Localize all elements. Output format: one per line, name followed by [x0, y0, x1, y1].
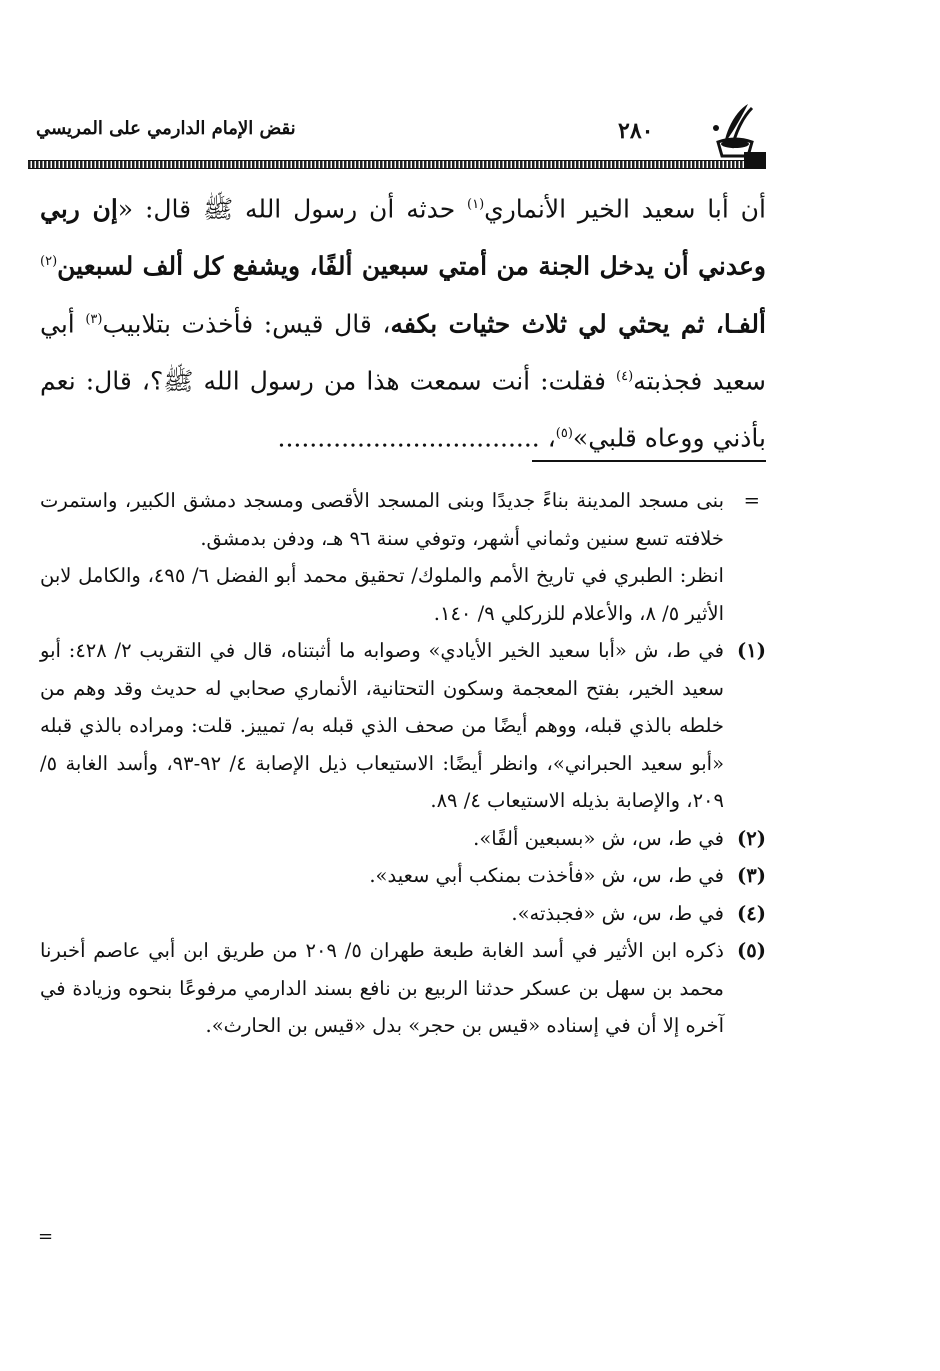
footnote-text: في ط، س، ش «فجبذته».: [511, 901, 724, 925]
footnote-item: [40, 632, 766, 820]
continuation-mark: =: [743, 489, 760, 512]
main-paragraph: [40, 178, 766, 465]
ellipsis-dots: .................................: [277, 423, 540, 453]
running-title: نقض الإمام الدارمي على المريسي: [36, 118, 296, 139]
footnote-ref: (٤): [616, 368, 634, 384]
quill-inkwell-icon: [708, 100, 762, 158]
footnote-separator: [532, 460, 766, 462]
footnote-number: (١): [737, 639, 766, 662]
footnote-text: ذكره ابن الأثير في أسد الغابة طبعة طهران ٥/ ٢٠٩ من طريق ابن أبي عاصم أخبرنا محمد بن سهل بن عسكر حدثنا الربيع بن نافع بسند الدارمي مرفوعًا بنحوه وزيادة في آخره إلا أن في إسناده «قيس بن حجر» بدل «قيس بن الحارث».: [40, 939, 724, 1037]
footnote-ref: (٢): [40, 254, 58, 270]
header-rule: [28, 160, 766, 169]
continuation-mark: =: [38, 1226, 54, 1247]
footnote-continuation: [40, 482, 766, 557]
footnote-number: (٤): [737, 901, 766, 925]
footnote-item: [40, 820, 766, 858]
text-run: أبي سعيد فجذبته: [40, 308, 766, 396]
footnote-number: (٥): [737, 939, 766, 962]
text-run: أن أبا سعيد الخير الأنماري: [484, 194, 766, 224]
text-run: حدثه أن رسول الله ﷺ قال: «: [117, 194, 468, 224]
text-run: ، قال قيس: فأخذت بتلابيب: [102, 308, 391, 338]
footnote-item: [40, 857, 766, 895]
header-rule-end: [744, 152, 766, 168]
footnote-number: (٢): [737, 826, 766, 850]
page-header: [28, 100, 768, 160]
text-run: فقلت: أنت سمعت هذا من رسول الله ﷺ؟، قال: نعم بأذني ووعاه قلبي»: [40, 366, 766, 453]
page-number: ٢٨٠: [618, 118, 654, 144]
hadith-text: إن ربي وعدني أن يدخل الجنة من أمتي سبعين ألفًا، ويشفع كل ألف لسبعين: [40, 194, 766, 281]
footnote-text: في ط، ش «أبا سعيد الخير الأيادي» وصوابه ما أثبتناه، قال في التقريب ٢/ ٤٢٨: أبو سعيد الخير، بفتح المعجمة وسكون التحتانية، الأنماري صحابي له حديث وقد وهم من خلطه بالذي قبله، ووهم أيضًا من صحف الذي قبله به/ تمييز. قلت: ومراده بالذي قبله «أبو سعيد الحبراني»، وانظر أيضًا: الاستيعاب ذيل الإصابة ٤/ ٩٢-٩٣، وأسد الغابة ٥/ ٢٠٩، والإصابة بذيله الاستيعاب ٤/ ٨٩.: [40, 639, 725, 812]
footnote-item: [40, 932, 766, 1045]
footnote-ref: (١): [467, 197, 485, 212]
footnote-number: (٣): [737, 864, 766, 887]
footnote-text: في ط، س، ش «فأخذت بمنكب أبي سعيد».: [369, 864, 724, 887]
footnote-ref: (٣): [85, 311, 103, 327]
footnote-text: في ط، س، ش «بسبعين ألفًا».: [473, 826, 724, 850]
footnotes: [40, 482, 766, 1045]
footnote-text: بنى مسجد المدينة بناءً جديدًا وبنى المسجد الأقصى ومسجد دمشق الكبير، واستمرت خلافته تسع سنين وثماني أشهر، وتوفي سنة ٩٦ هـ، ودفن بدمشق.: [40, 489, 724, 550]
footnote-item: [40, 895, 766, 933]
footnote-ref: (٥): [555, 426, 573, 442]
footnote-source: [40, 557, 766, 632]
text-run: ،: [539, 423, 556, 453]
hadith-text: ألفـا، ثم يحثي لي ثلاث حثيات بكفه: [390, 308, 766, 338]
footnote-text: انظر: الطبري في تاريخ الأمم والملوك/ تحقيق محمد أبو الفضل ٦/ ٤٩٥، والكامل لابن الأثير ٥/ ٨، والأعلام للزركلي ٩/ ١٤٠.: [40, 564, 724, 625]
